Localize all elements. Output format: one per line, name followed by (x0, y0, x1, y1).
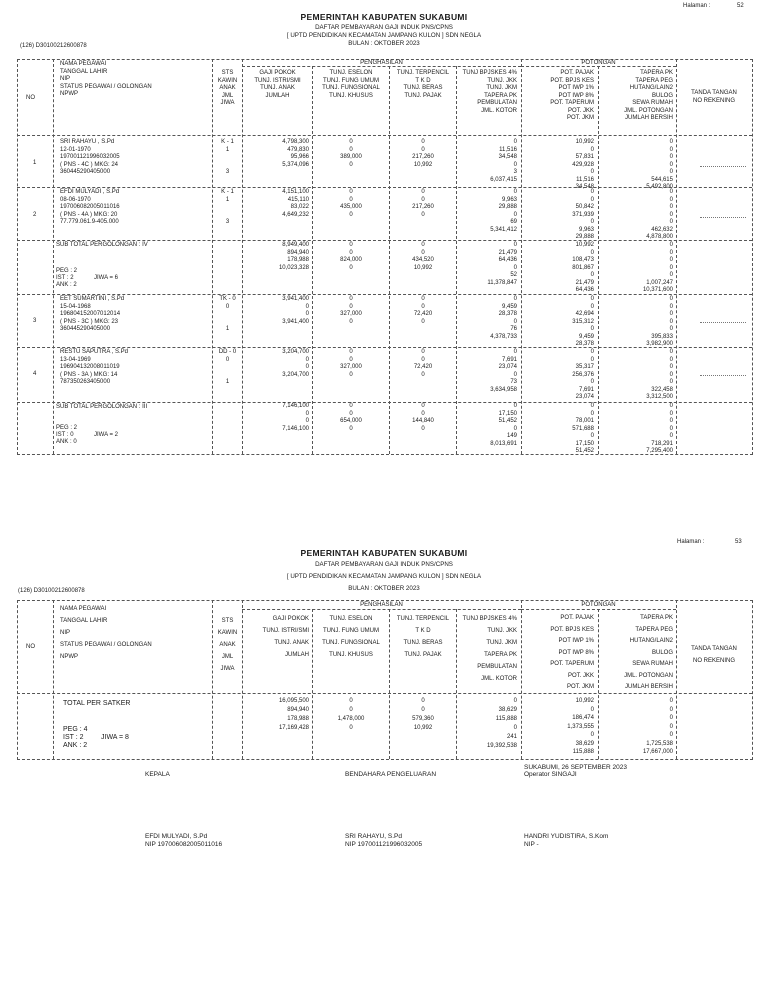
ph4-header: TUNJ BPJSKES 4% TUNJ. JKK TUNJ. JKM TAPERA PK PEMBULATAN JML. KOTOR (462, 70, 517, 114)
no-header: NO (26, 644, 35, 650)
gov-title: PEMERINTAH KABUPATEN SUKABUMI (300, 548, 468, 558)
bendahara-label: BENDAHARA PENGELUARAN (345, 771, 437, 778)
potongan-header: POTONGAN (581, 60, 616, 66)
kepala-nip: NIP 197006082005011016 (145, 841, 223, 848)
employee-name: SRI RAHAYU , S.Pd (60, 139, 115, 145)
nama-header: NAMA PEGAWAI TANGGAL LAHIR NIP STATUS PEGAWAI / GOLONGAN NPWP (60, 606, 152, 660)
sts-header: STS KAWIN ANAK JML JIWA (217, 618, 238, 672)
employee-name: RESTU SAPUTRA , S.Pd (60, 349, 129, 355)
sts-header: STS KAWIN ANAK JML JIWA (217, 70, 238, 106)
penghasilan-header: PENGHASILAN (360, 602, 403, 608)
potongan-header: POTONGAN (581, 602, 616, 608)
page-number: 53 (735, 539, 742, 545)
operator-nip: NIP - (524, 841, 539, 848)
nama-header: NAMA PEGAWAI TANGGAL LAHIR NIP STATUS PEGAWAI / GOLONGAN NPWP (60, 61, 152, 97)
bendahara-name: SRI RAHAYU, S.Pd (345, 833, 402, 840)
employee-name: EFDI MULYADI , S.Pd (60, 189, 120, 195)
unit-code: (126) D30100212600878 (18, 588, 85, 594)
unit-name: [ UPTD PENDIDIKAN KECAMATAN JAMPANG KULON ] SDN NEGLA (286, 573, 482, 580)
pt1-header: POT. PAJAK POT. BPJS KES POT IWP 1% POT IWP 8% POT. TAPERUM POT. JKK POT. JKM (550, 615, 594, 690)
unit-name: [ UPTD PENDIDIKAN KECAMATAN JAMPANG KULON ] SDN NEGLA (286, 32, 482, 39)
ph2-header: TUNJ. ESELON TUNJ. FUNG UMUM TUNJ. FUNGSIONAL TUNJ. KHUSUS (322, 616, 380, 658)
ph3-header: TUNJ. TERPENCIL T K D TUNJ. BERAS TUNJ. PAJAK (396, 70, 450, 99)
penghasilan-header: PENGHASILAN (360, 60, 403, 66)
operator-label: Operator SINGAJI (524, 771, 577, 778)
ph3-header: TUNJ. TERPENCIL T K D TUNJ. BERAS TUNJ. PAJAK (396, 616, 450, 658)
ph1-header: GAJI POKOK TUNJ. ISTRI/SMI TUNJ. ANAK JUMLAH (254, 70, 301, 99)
period: BULAN : OKTOBER 2023 (348, 40, 420, 47)
kepala-name: EFDI MULYADI, S.Pd (145, 833, 208, 840)
signature-line (700, 375, 746, 376)
doc-title: DAFTAR PEMBAYARAN GAJI INDUK PNS/CPNS (315, 24, 453, 31)
period: BULAN : OKTOBER 2023 (348, 585, 420, 592)
place-date: SUKABUMI, 26 SEPTEMBER 2023 (524, 764, 627, 771)
operator-name: HANDRI YUDISTIRA, S.Kom (524, 833, 609, 840)
page-label: Halaman : (683, 3, 711, 9)
kepala-label: KEPALA (145, 771, 170, 778)
ph2-header: TUNJ. ESELON TUNJ. FUNG UMUM TUNJ. FUNGSIONAL TUNJ. KHUSUS (322, 70, 380, 99)
gov-title: PEMERINTAH KABUPATEN SUKABUMI (300, 12, 468, 22)
unit-code: (126) D30100212600878 (20, 43, 87, 49)
ph1-header: GAJI POKOK TUNJ. ISTRI/SMI TUNJ. ANAK JUMLAH (262, 616, 309, 658)
doc-title: DAFTAR PEMBAYARAN GAJI INDUK PNS/CPNS (315, 561, 453, 568)
pt2-header: TAPERA PK TAPERA PEG HUTANG/LAIN2 BULOG SEWA RUMAH JML. POTONGAN JUMLAH BERSIH (624, 615, 673, 690)
page-label: Halaman : (677, 539, 705, 545)
pt2-header: TAPERA PK TAPERA PEG HUTANG/LAIN2 BULOG SEWA RUMAH JML. POTONGAN JUMLAH BERSIH (624, 70, 673, 121)
signature-line (700, 166, 746, 167)
ttd-header: TANDA TANGAN NO REKENING (691, 646, 737, 664)
signature-line (700, 322, 746, 323)
no-header: NO (26, 95, 35, 101)
employee-name: EET SUMARTINI , S.Pd (60, 296, 125, 302)
ph4-header: TUNJ BPJSKES 4% TUNJ. JKK TUNJ. JKM TAPERA PK PEMBULATAN JML. KOTOR (462, 616, 517, 682)
signature-line (700, 217, 746, 218)
ttd-header: TANDA TANGAN NO REKENING (691, 90, 737, 104)
page-number: 52 (737, 3, 744, 9)
bendahara-nip: NIP 197001121996032005 (345, 841, 423, 848)
pt1-header: POT. PAJAK POT. BPJS KES POT IWP 1% POT IWP 8% POT. TAPERUM POT. JKK POT. JKM (550, 70, 594, 121)
